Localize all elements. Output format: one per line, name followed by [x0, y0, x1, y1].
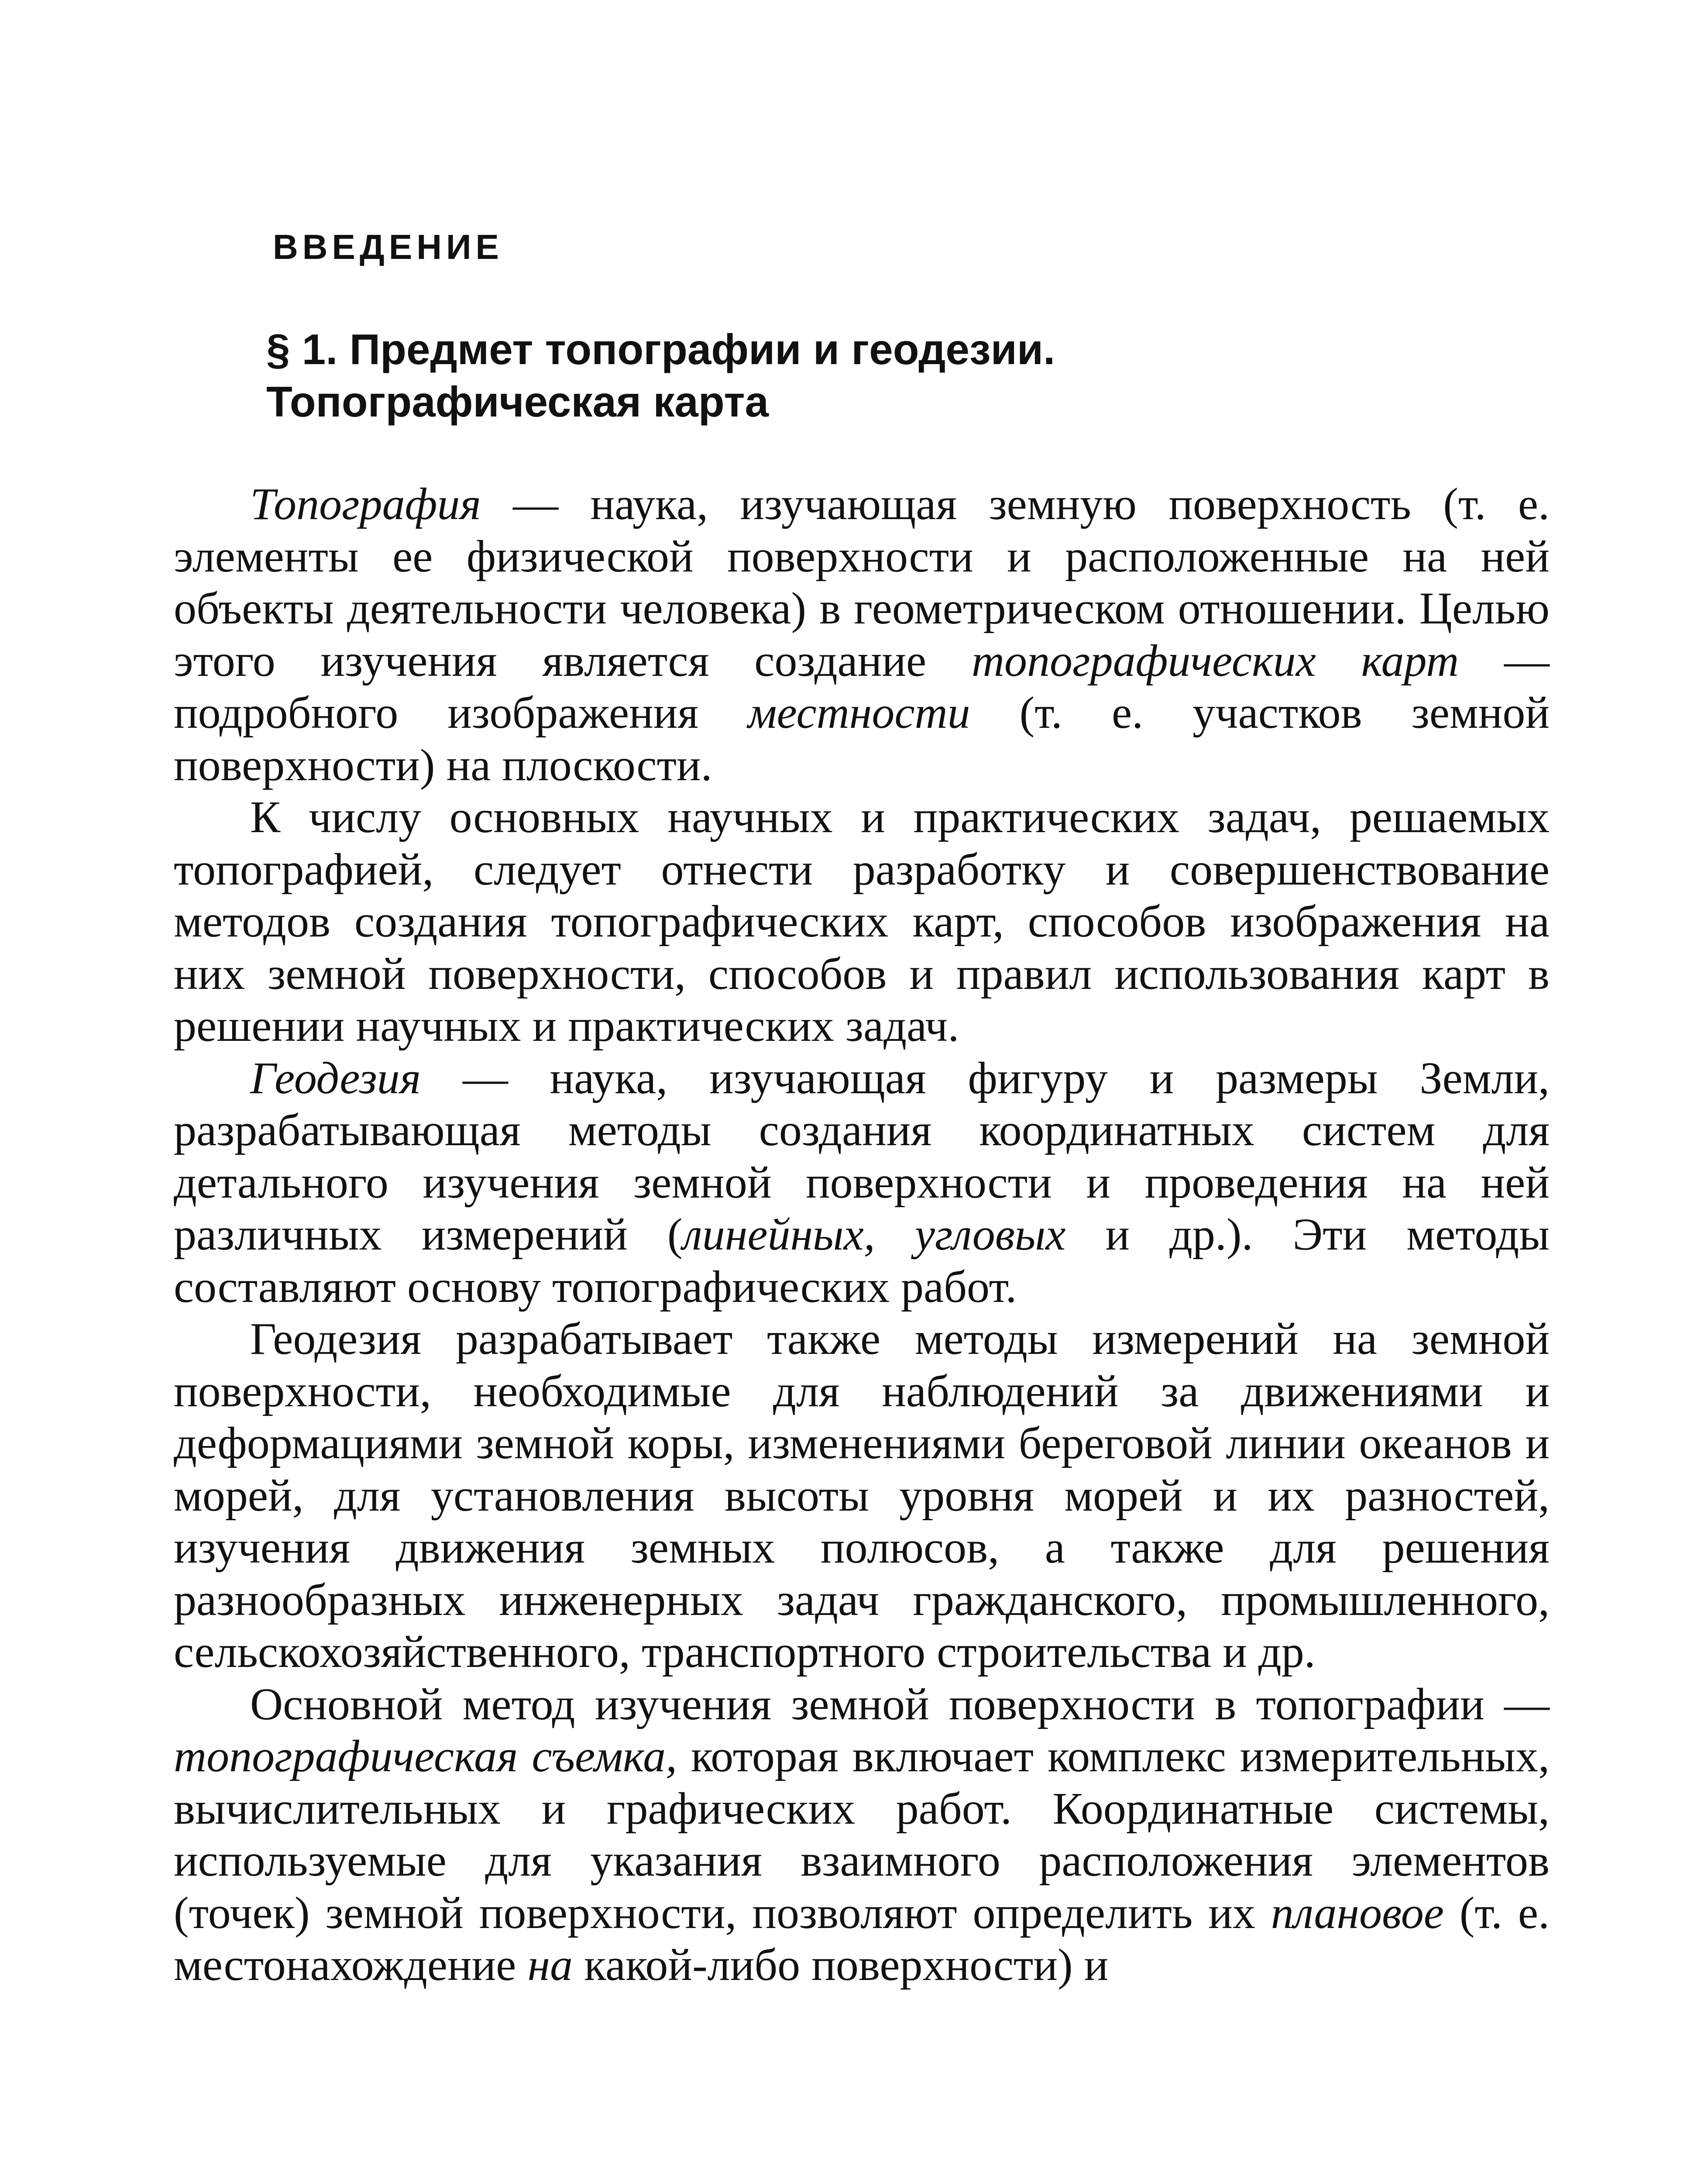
- text-run: — наука, изучающая фигуру и размеры Земли, разрабатывающая методы создания координатных систем для детального изучения земной поверхности и проведения на ней различных измерений (: [174, 1053, 1550, 1260]
- paragraph: [174, 1052, 1550, 1313]
- paragraph: [174, 1313, 1550, 1678]
- text-run: Геодезия разрабатывает также методы измерений на земной поверхности, необходимые для наблюдений за движениями и деформациями земной коры, изменениями береговой линии океанов и морей, для установления высоты уровня морей и их разностей, изучения движения земных полюсов, а также для решения разнообразных инженерных задач гражданского, промышленного, сельскохозяйственного, транспортного строительства и др.: [174, 1314, 1550, 1677]
- body-text: [174, 478, 1550, 1991]
- italic-term: на: [527, 1940, 573, 1990]
- paragraph: [174, 791, 1550, 1052]
- text-run: которая включает комплекс измерительных, вычислительных и графических работ. Координатные системы, используемые для указания взаимного расположения элементов (точек) земной поверхности, позволяют определить их: [174, 1731, 1550, 1938]
- italic-term: плановое: [1271, 1887, 1444, 1938]
- italic-term: местности: [748, 688, 970, 738]
- text-run: Основной метод изучения земной поверхности в топографии —: [250, 1679, 1550, 1729]
- text-run: — подробного изображения: [174, 635, 1550, 738]
- section-title-line-1: § 1. Предмет топографии и геодезии.: [266, 325, 1055, 373]
- chapter-title: ВВЕДЕНИЕ: [273, 227, 503, 266]
- text-run: (т. е. местонахождение: [174, 1887, 1550, 1990]
- italic-term: линейных, угловых: [682, 1209, 1066, 1260]
- text-run: — наука, изучающая земную поверхность (т. е. элементы ее физической поверхности и расположенные на ней объекты деятельности человека) в геометрическом отношении. Целью этого изучения является создание: [174, 479, 1550, 686]
- text-run: какой-либо поверхности) и: [573, 1940, 1109, 1990]
- italic-term: Топография: [250, 479, 481, 529]
- italic-term: топографическая съемка,: [174, 1731, 677, 1781]
- section-title: [266, 323, 1576, 428]
- text-run: и др.). Эти методы составляют основу топографических работ.: [174, 1209, 1550, 1312]
- text-run: К числу основных научных и практических задач, решаемых топографией, следует отнести разработку и совершенствование методов создания топографических карт, способов изображения на них земной поверхности, способов и правил использования карт в решении научных и практических задач.: [174, 792, 1550, 1051]
- paragraph: [174, 478, 1550, 791]
- italic-term: Геодезия: [250, 1053, 421, 1103]
- text-run: (т. е. участков земной поверхности) на плоскости.: [174, 688, 1550, 790]
- italic-term: топографических карт: [971, 635, 1459, 686]
- paragraph: [174, 1678, 1550, 1991]
- section-title-line-2: Топографическая карта: [266, 378, 769, 426]
